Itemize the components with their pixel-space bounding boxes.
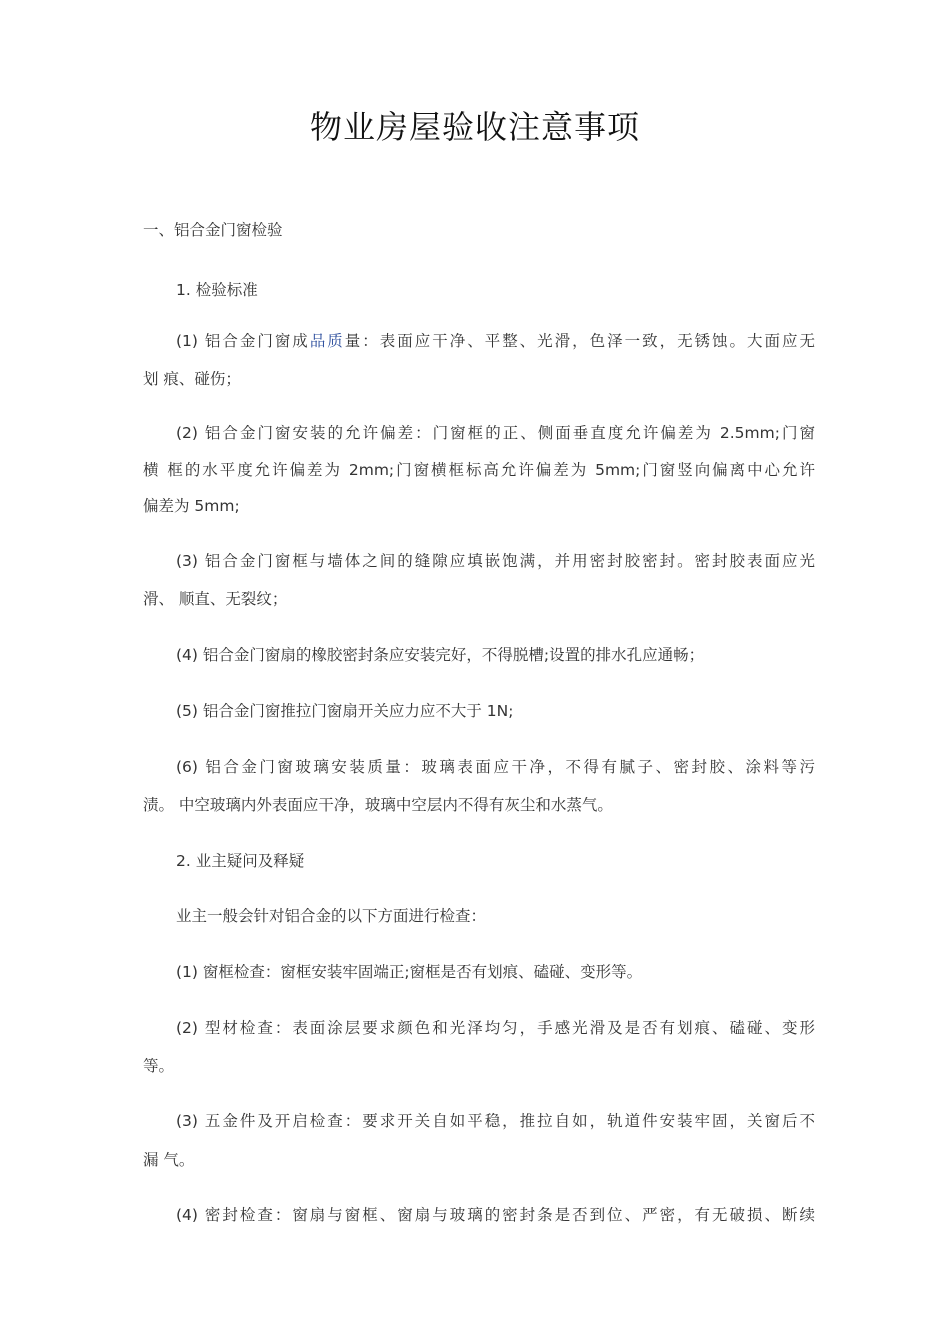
paragraph-line: 偏差为 5mm; bbox=[143, 497, 240, 515]
paragraph-line: (1) 窗框检查：窗框安装牢固端正;窗框是否有划痕、磕碰、变形等。 bbox=[176, 963, 643, 981]
subsection-heading: 2. 业主疑问及释疑 bbox=[176, 852, 305, 870]
page-title: 物业房屋验收注意事项 bbox=[309, 108, 640, 146]
paragraph-line: (3) 五金件及开启检查：要求开关自如平稳，推拉自如，轨道件安装牢固，关窗后不 bbox=[176, 1112, 815, 1130]
paragraph-line: 渍。 中空玻璃内外表面应干净，玻璃中空层内不得有灰尘和水蒸气。 bbox=[143, 796, 613, 814]
quality-link[interactable]: 品质 bbox=[309, 332, 345, 350]
section-heading: 一、铝合金门窗检验 bbox=[143, 221, 283, 239]
paragraph-line: (5) 铝合金门窗推拉门窗扇开关应力应不大于 1N; bbox=[176, 702, 514, 720]
paragraph-line: (4) 铝合金门窗扇的橡胶密封条应安装完好，不得脱槽;设置的排水孔应通畅； bbox=[176, 646, 705, 664]
paragraph-line: (6) 铝合金门窗玻璃安装质量：玻璃表面应干净，不得有腻子、密封胶、涂料等污 bbox=[176, 758, 815, 776]
paragraph-line bbox=[176, 331, 815, 351]
text-span: 量：表面应干净、平整、光滑，色泽一致，无锈蚀。大面应无 bbox=[344, 332, 815, 350]
paragraph-line: (2) 铝合金门窗安装的允许偏差：门窗框的正、侧面垂直度允许偏差为 2.5mm;门窗 bbox=[176, 424, 815, 442]
paragraph-line: (2) 型材检查：表面涂层要求颜色和光泽均匀，手感光滑及是否有划痕、磕碰、变形 bbox=[176, 1019, 815, 1037]
paragraph-line: (4) 密封检查：窗扇与窗框、窗扇与玻璃的密封条是否到位、严密，有无破损、断续 bbox=[176, 1206, 815, 1224]
paragraph-line: 横 框的水平度允许偏差为 2mm;门窗横框标高允许偏差为 5mm;门窗竖向偏离中心允许 bbox=[143, 461, 815, 479]
paragraph-line: 划 痕、碰伤； bbox=[143, 370, 241, 388]
paragraph-line: 业主一般会针对铝合金的以下方面进行检查： bbox=[176, 907, 487, 925]
subsection-heading: 1. 检验标准 bbox=[176, 281, 258, 299]
paragraph-line: 漏 气。 bbox=[143, 1151, 195, 1169]
paragraph-line: 等。 bbox=[143, 1057, 175, 1075]
text-span: (1) 铝合金门窗成 bbox=[176, 332, 310, 350]
paragraph-line: 滑、 顺直、无裂纹； bbox=[143, 590, 288, 608]
paragraph-line: (3) 铝合金门窗框与墙体之间的缝隙应填嵌饱满，并用密封胶密封。密封胶表面应光 bbox=[176, 552, 815, 570]
